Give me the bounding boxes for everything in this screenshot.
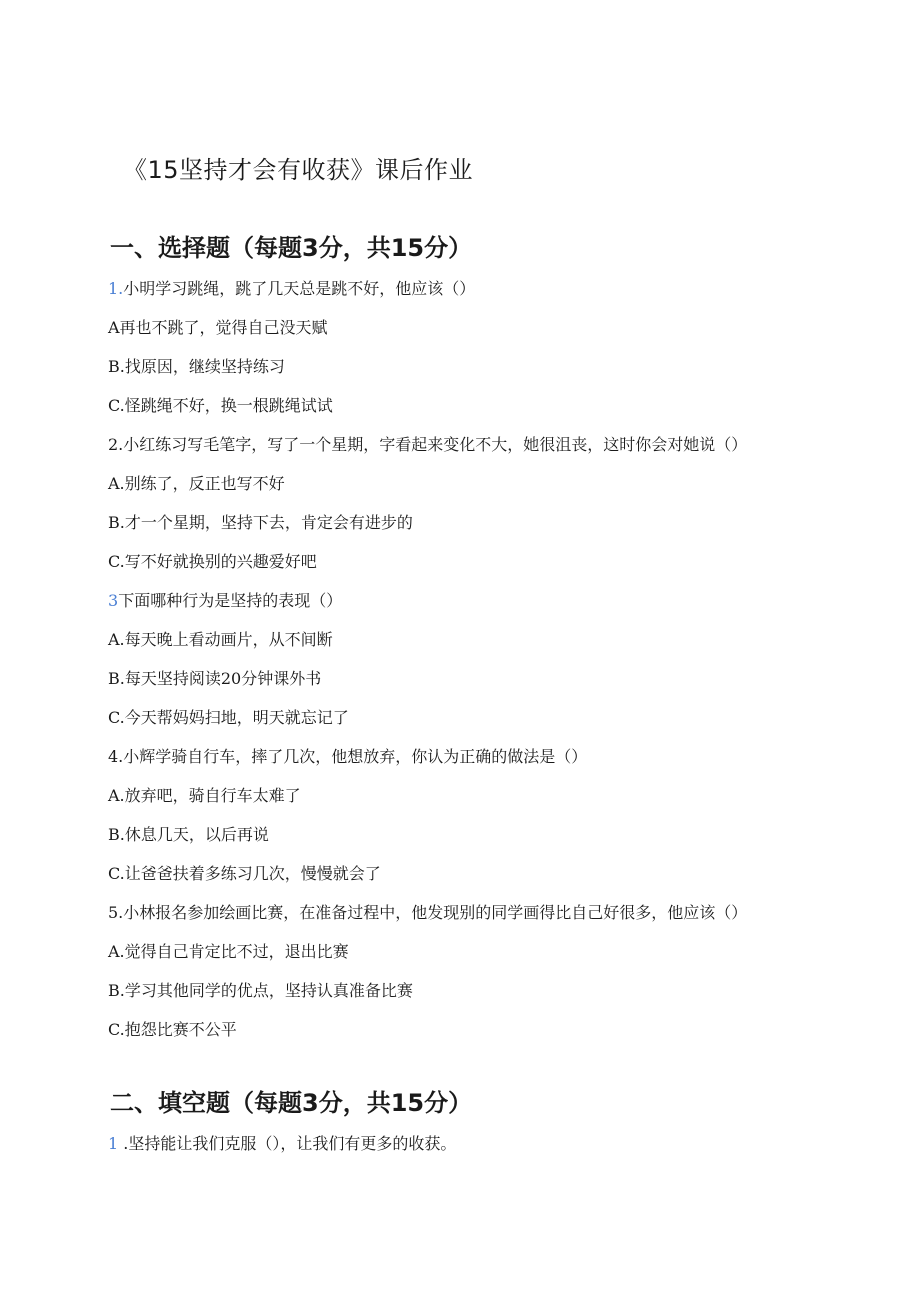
q4-option-a: A.放弃吧，骑自行车太难了 bbox=[108, 786, 301, 805]
section-heading-fill-in-blank: 二、填空题（每题3分，共15分） bbox=[110, 1089, 473, 1117]
question-number: 1 bbox=[108, 1134, 119, 1153]
q2-option-c: C.写不好就换别的兴趣爱好吧 bbox=[108, 552, 317, 571]
q3-option-c: C.今天帮妈妈扫地，明天就忘记了 bbox=[108, 708, 349, 727]
fill-question-1 bbox=[108, 1134, 456, 1154]
question-number: 1. bbox=[108, 279, 124, 298]
question-2: 2.小红练习写毛笔字，写了一个星期，字看起来变化不大，她很沮丧，这时你会对她说（） bbox=[108, 435, 748, 454]
q2-option-a: A.别练了，反正也写不好 bbox=[108, 474, 285, 493]
q5-option-b: B.学习其他同学的优点，坚持认真准备比赛 bbox=[108, 981, 413, 1000]
question-4: 4.小辉学骑自行车，摔了几次，他想放弃，你认为正确的做法是（） bbox=[108, 747, 588, 766]
question-text: 小明学习跳绳，跳了几天总是跳不好，他应该（） bbox=[123, 279, 476, 298]
q2-option-b: B.才一个星期，坚持下去，肯定会有进步的 bbox=[108, 513, 413, 532]
q1-option-b: B.找原因，继续坚持练习 bbox=[108, 357, 285, 376]
q5-option-a: A.觉得自己肯定比不过，退出比赛 bbox=[108, 942, 349, 961]
question-number: 3 bbox=[108, 591, 119, 610]
q1-option-c: C.怪跳绳不好，换一根跳绳试试 bbox=[108, 396, 333, 415]
q3-option-b: B.每天坚持阅读20分钟课外书 bbox=[108, 669, 322, 688]
question-text: .坚持能让我们克服（），让我们有更多的收获。 bbox=[118, 1134, 457, 1153]
question-text: 下面哪种行为是坚持的表现（） bbox=[118, 591, 343, 610]
question-3 bbox=[108, 591, 342, 611]
question-1 bbox=[108, 279, 475, 299]
q4-option-c: C.让爸爸扶着多练习几次，慢慢就会了 bbox=[108, 864, 381, 883]
document-title: 《15坚持才会有收获》课后作业 bbox=[123, 156, 474, 184]
section-heading-multiple-choice: 一、选择题（每题3分，共15分） bbox=[110, 234, 473, 262]
q1-option-a: A再也不跳了，觉得自己没天赋 bbox=[108, 318, 328, 337]
q4-option-b: B.休息几天，以后再说 bbox=[108, 825, 269, 844]
q5-option-c: C.抱怨比赛不公平 bbox=[108, 1020, 237, 1039]
q3-option-a: A.每天晚上看动画片，从不间断 bbox=[108, 630, 333, 649]
question-5: 5.小林报名参加绘画比赛，在准备过程中，他发现别的同学画得比自己好很多，他应该（） bbox=[108, 903, 748, 922]
